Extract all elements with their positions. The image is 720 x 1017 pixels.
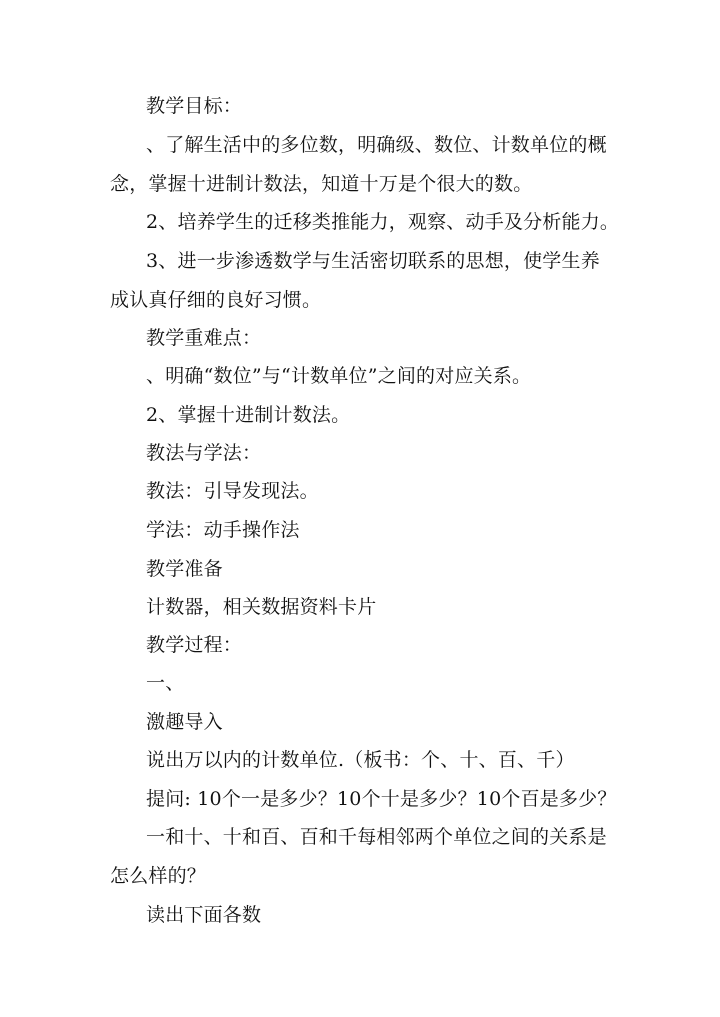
paragraph-line: 3、进一步渗透数学与生活密切联系的思想，使学生养 <box>146 250 600 272</box>
paragraph-line: 计数器，相关数据资料卡片 <box>146 596 377 618</box>
section-number: 一、 <box>146 672 185 694</box>
paragraph-line: 学法：动手操作法 <box>146 519 300 541</box>
heading-key-difficulties: 教学重难点： <box>146 327 262 349</box>
paragraph-line: 读出下面各数 <box>146 904 262 926</box>
paragraph-line: 怎么样的？ <box>110 865 207 887</box>
paragraph-line: 说出万以内的计数单位.（板书：个、十、百、千） <box>146 749 575 771</box>
paragraph-line: 一和十、十和百、百和千每相邻两个单位之间的关系是 <box>146 826 607 848</box>
paragraph-line: 成认真仔细的良好习惯。 <box>110 289 322 311</box>
paragraph-line: 念，掌握十进制计数法，知道十万是个很大的数。 <box>110 173 533 195</box>
heading-preparation: 教学准备 <box>146 558 223 580</box>
paragraph-line: 、明确“数位”与“计数单位”之间的对应关系。 <box>146 365 532 387</box>
heading-methods: 教法与学法： <box>146 442 262 464</box>
paragraph-line: 2、掌握十进制计数法。 <box>146 404 351 426</box>
paragraph-line: 提问: 10个一是多少？10个十是多少？10个百是多少？ <box>146 788 617 810</box>
section-title: 激趣导入 <box>146 711 223 733</box>
heading-teaching-goals: 教学目标： <box>146 95 243 117</box>
paragraph-line: 2、培养学生的迁移类推能力，观察、动手及分析能力。 <box>146 211 620 233</box>
heading-process: 教学过程： <box>146 634 243 656</box>
paragraph-line: 教法：引导发现法。 <box>146 480 319 502</box>
paragraph-line: 、了解生活中的多位数，明确级、数位、计数单位的概 <box>146 134 607 156</box>
